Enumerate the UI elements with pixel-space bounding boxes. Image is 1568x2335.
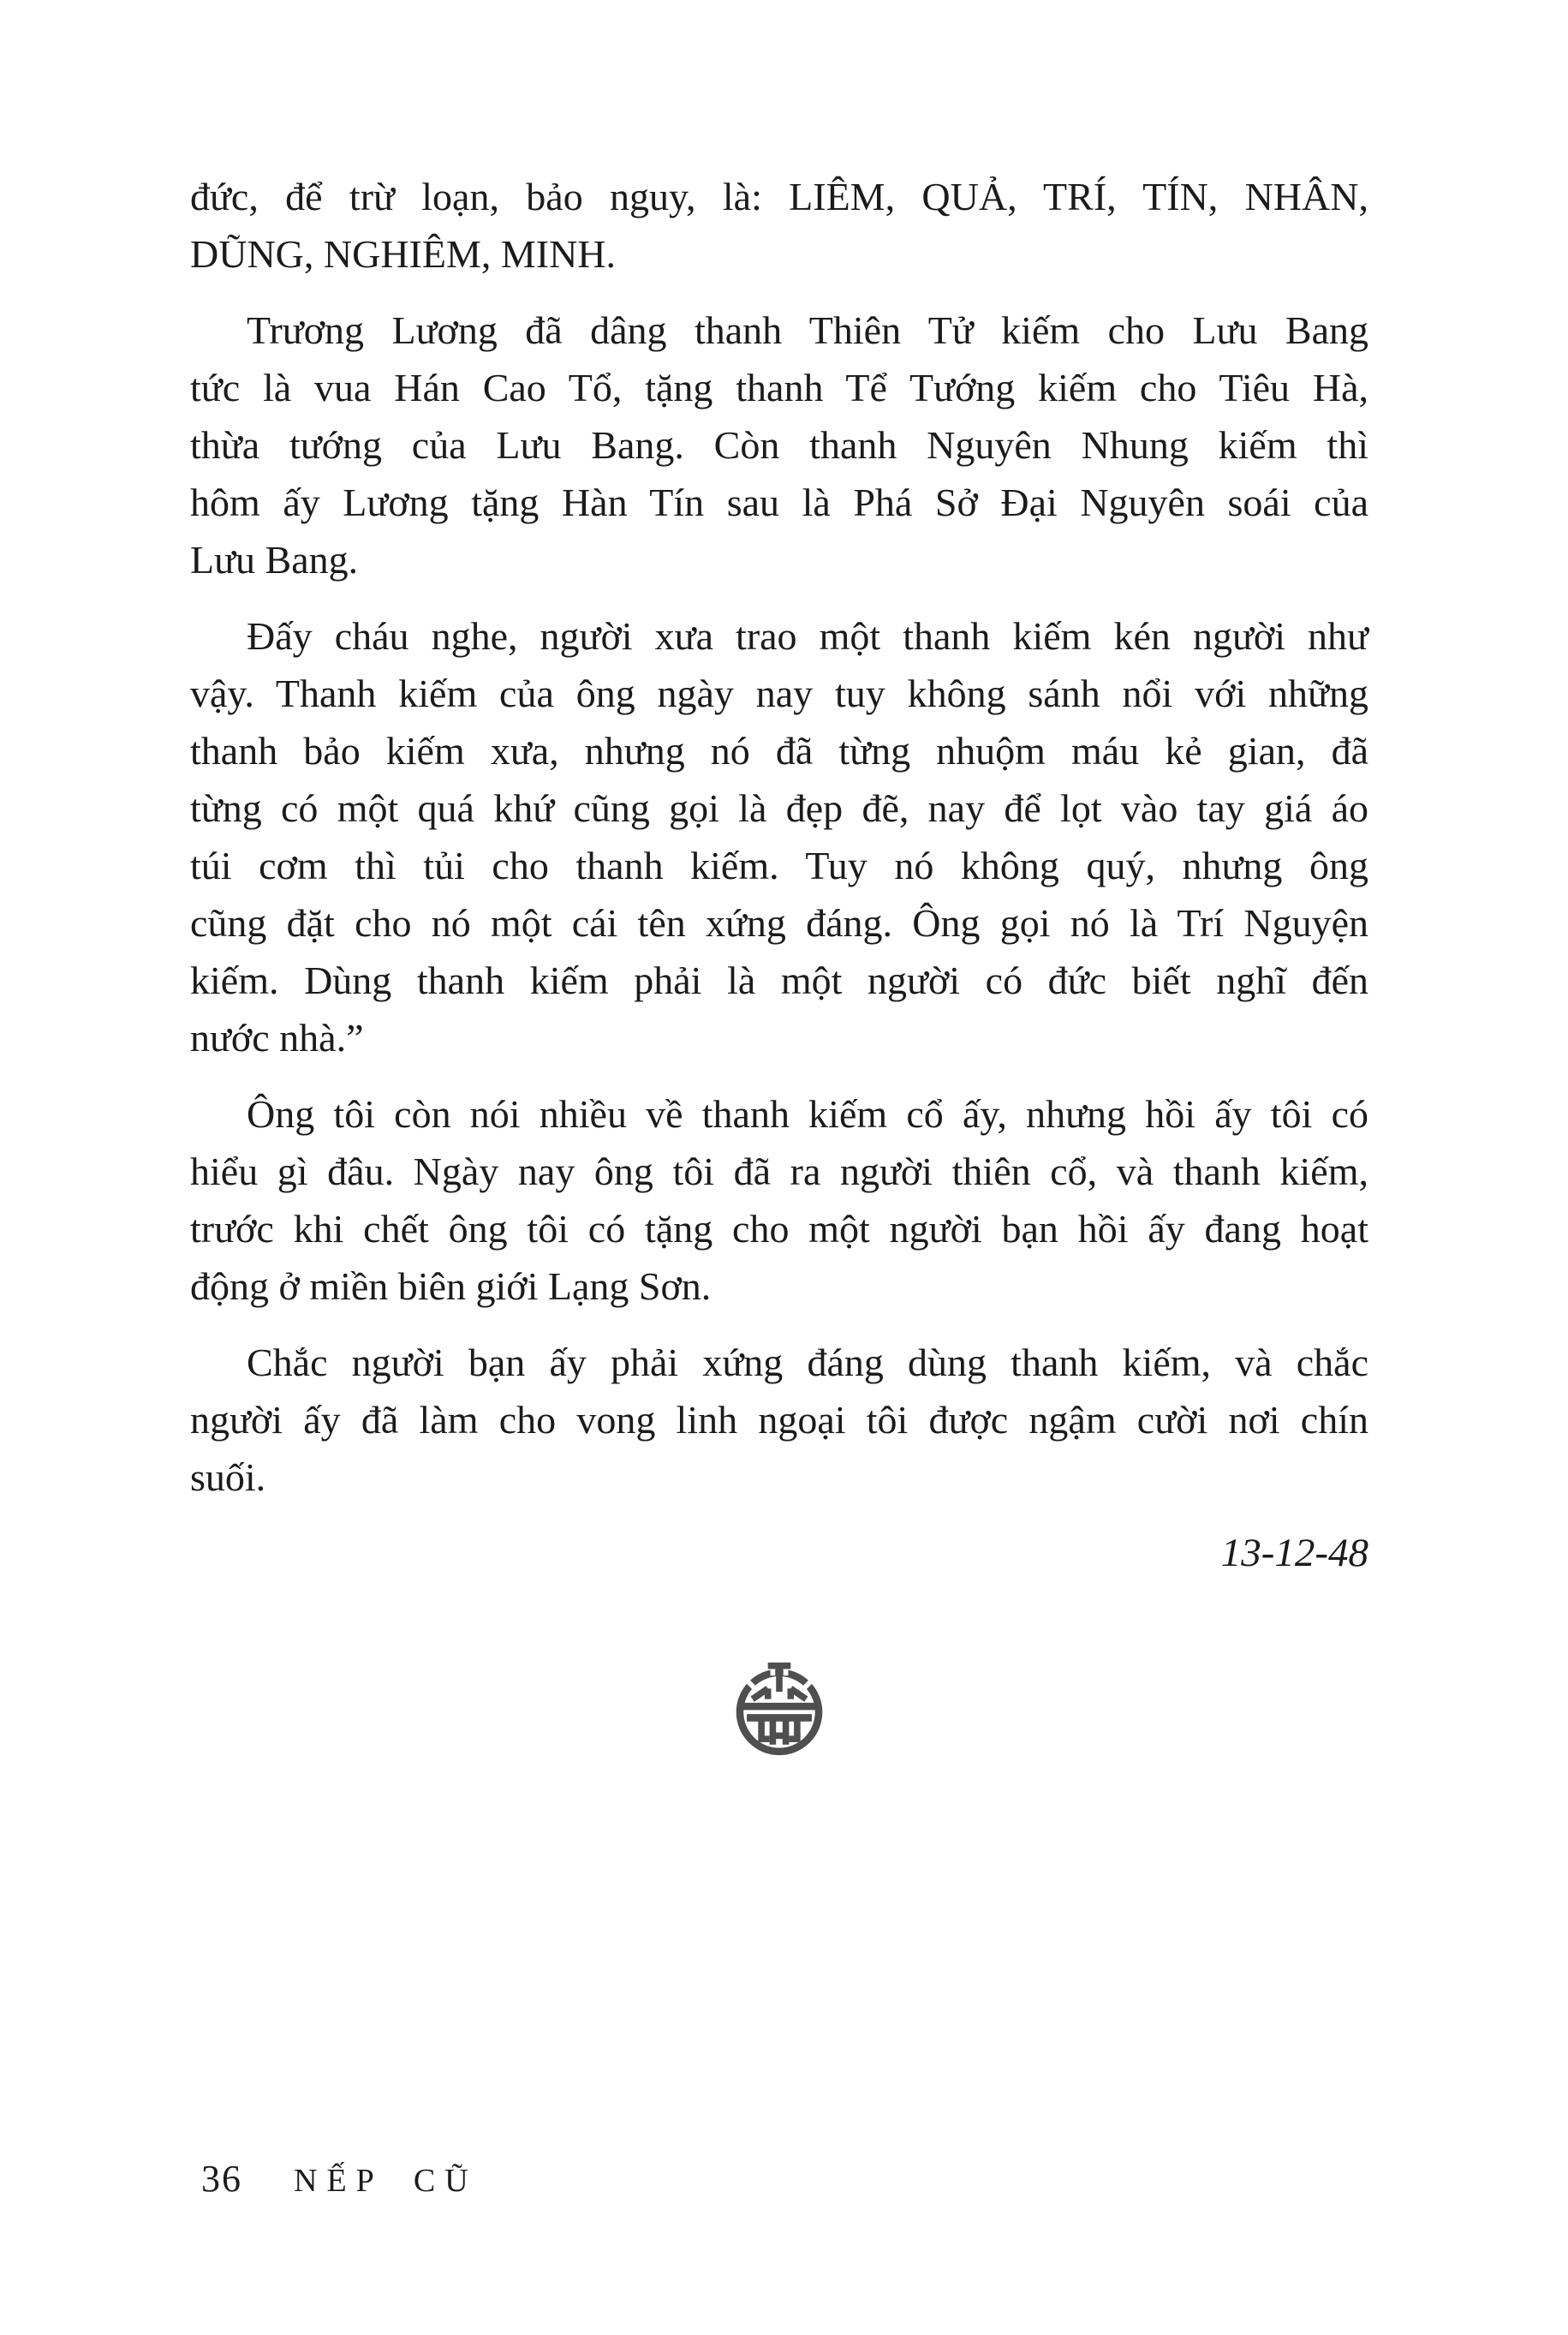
text-line: thanh bảo kiếm xưa, nhưng nó đã từng nhuộm máu kẻ gian, đã <box>190 729 1368 773</box>
seal-wrap <box>190 1661 1368 1772</box>
book-title: NẾP CŨ <box>294 2163 478 2199</box>
text-line: Chắc người bạn ấy phải xứng đáng dùng thanh kiếm, và chắc <box>247 1341 1368 1384</box>
paragraph <box>190 1085 1368 1315</box>
date-line: 13-12-48 <box>1220 1531 1368 1575</box>
text-line: vậy. Thanh kiếm của ông ngày nay tuy không sánh nổi với những <box>190 672 1368 715</box>
text-line: cũng đặt cho nó một cái tên xứng đáng. Ông gọi nó là Trí Nguyện <box>190 901 1368 945</box>
text-line: hiểu gì đâu. Ngày nay ông tôi đã ra người thiên cổ, và thanh kiếm, <box>190 1150 1368 1193</box>
text-line: túi cơm thì tủi cho thanh kiếm. Tuy nó không quý, nhưng ông <box>190 844 1368 887</box>
text-block <box>190 168 1368 1772</box>
page-number: 36 <box>201 2158 242 2200</box>
paragraph <box>190 302 1368 588</box>
paragraphs <box>190 168 1368 1506</box>
paragraph <box>190 1334 1368 1506</box>
text-line: kiếm. Dùng thanh kiếm phải là một người có đức biết nghĩ đến <box>190 958 1368 1002</box>
paragraph <box>190 168 1368 283</box>
text-line: Lưu Bang. <box>190 538 359 582</box>
text-line: suối. <box>190 1455 266 1499</box>
text-line: người ấy đã làm cho vong linh ngoại tôi được ngậm cười nơi chín <box>190 1398 1368 1442</box>
text-line: trước khi chết ông tôi có tặng cho một người bạn hồi ấy đang hoạt <box>190 1207 1368 1251</box>
text-line: tức là vua Hán Cao Tổ, tặng thanh Tể Tướng kiếm cho Tiêu Hà, <box>190 366 1368 409</box>
text-line: Ông tôi còn nói nhiều về thanh kiếm cổ ấy, nhưng hồi ấy tôi có <box>247 1092 1368 1136</box>
text-line: DŨNG, NGHIÊM, MINH. <box>190 232 617 276</box>
paragraph <box>190 607 1368 1066</box>
text-line: thừa tướng của Lưu Bang. Còn thanh Nguyên Nhung kiếm thì <box>190 423 1368 467</box>
text-line: Đấy cháu nghe, người xưa trao một thanh kiếm kén người như <box>247 614 1368 658</box>
text-line: hôm ấy Lương tặng Hàn Tín sau là Phá Sở Đại Nguyên soái của <box>190 481 1368 524</box>
text-line: động ở miền biên giới Lạng Sơn. <box>190 1264 712 1308</box>
footer <box>201 2157 478 2201</box>
text-line: từng có một quá khứ cũng gọi là đẹp đẽ, nay để lọt vào tay giá áo <box>190 786 1368 830</box>
text-line: đức, để trừ loạn, bảo nguy, là: LIÊM, QUẢ, TRÍ, TÍN, NHÂN, <box>190 175 1368 218</box>
text-line: nước nhà.” <box>190 1016 364 1060</box>
longevity-seal-icon <box>730 1661 828 1757</box>
text-line: Trương Lương đã dâng thanh Thiên Tử kiếm cho Lưu Bang <box>247 308 1368 352</box>
